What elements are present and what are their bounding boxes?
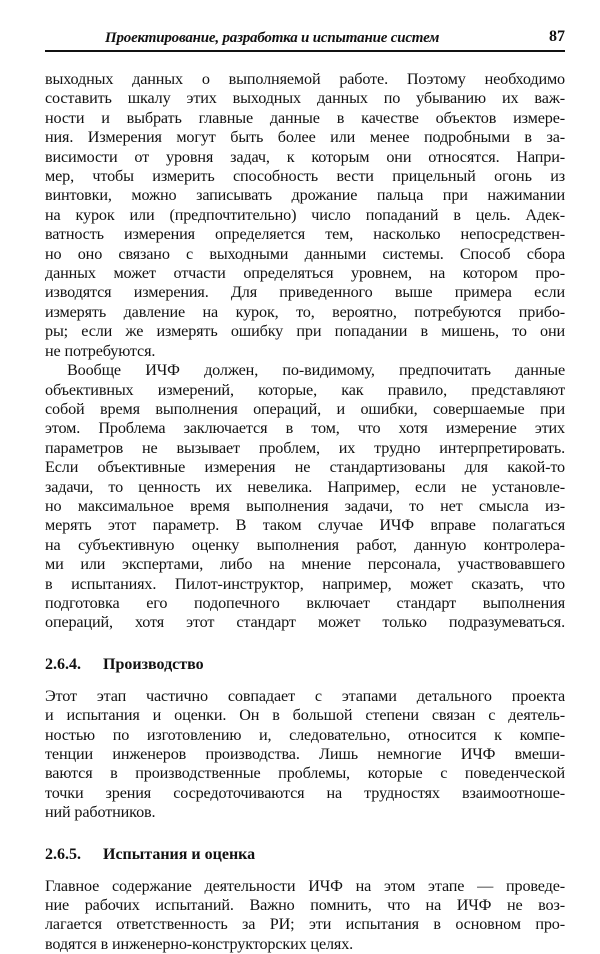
book-page [45,26,565,954]
text-line: параметров не вызывает проблем, их трудно интерпретировать. [45,438,565,457]
text-line: не потребуются. [45,341,156,360]
text-line: ние рабочих испытаний. Важно помнить, что на ИЧФ не воз- [45,896,565,915]
paragraph-3 [45,687,565,823]
section-title: Испытания и оценка [103,845,256,863]
text-line: собой время выполнения операций, и ошибки, совершаемые при [45,399,565,418]
text-line: точки зрения сосредоточиваются на трудностях взаимоотноше- [45,783,565,802]
paragraph-4 [45,877,565,954]
section-title: Производство [103,655,204,673]
text-line: данных может отчасти определяться уровнем, на котором про- [45,264,565,283]
text-line: мер, чтобы измерить способность вести прицельный огонь из [45,167,565,186]
text-line: Вообще ИЧФ должен, по-видимому, предпочитать данные [67,361,565,380]
text-line: этом. Проблема заключается в том, что хотя измерение этих [45,419,565,438]
text-line: выходных данных о выполняемой работе. Поэтому необходимо [45,70,565,88]
text-line: водятся в инженерно-конструкторских целях. [45,934,354,953]
text-line: ностью по изготовлению и, следовательно, относится к компе- [45,725,565,744]
text-line: измерять давление на курок, то, вероятно, потребуются прибо- [45,302,565,321]
section-heading-production [45,655,565,675]
text-line: в испытаниях. Пилот-инструктор, например, может сказать, что [45,574,565,593]
text-line: подготовка его подопечного включает стандарт выполнения [45,593,565,612]
running-head [45,26,565,52]
text-line: висимости от уровня задач, к которым они относятся. Напри- [45,147,565,166]
text-line: Если объективные измерения не стандартизованы для какой-то [45,458,565,477]
text-line: ватность измерения определяется тем, насколько непосредствен- [45,225,565,244]
text-line: ния. Измерения могут быть более или менее подробными в за- [45,128,565,147]
text-line: задачи, то ценность их невелика. Например, если не установле- [45,477,565,496]
text-line: на субъективную оценку выполнения работ, данную контролера- [45,535,565,554]
paragraph-2 [45,361,565,633]
text-line: тенции инженеров производства. Лишь немногие ИЧФ вмеши- [45,745,565,763]
section-number: 2.6.4. [45,655,81,673]
page-number: 87 [549,28,565,45]
text-line: и испытания и оценки. Он в большой степени связан с деятель- [45,706,565,725]
text-line: Этот этап частично совпадает с этапами детального проекта [45,686,565,705]
text-line: составить шкалу этих выходных данных по убыванию их важ- [45,89,565,108]
text-line: ний работников. [45,803,156,822]
text-line: операций, хотя этот стандарт может только подразумеваться. [45,613,565,632]
text-line: но максимальное время выполнения задачи, то нет смысла из- [45,496,565,515]
text-line: изводятся измерения. Для приведенного выше примера если [45,283,565,302]
text-line: на курок или (предпочтительно) число попаданий в цель. Адек- [45,205,565,224]
text-line: Главное содержание деятельности ИЧФ на этом этапе — проведе- [45,876,565,895]
text-line: ности и выбрать главные данные в качестве объектов измере- [45,108,565,127]
text-line: мерять этот параметр. В таком случае ИЧФ вправе полагаться [45,516,565,535]
text-line: винтовки, можно записывать дрожание пальца при нажимании [45,186,565,205]
section-number: 2.6.5. [45,845,81,863]
text-line: ми или экспертами, либо на мнение персонала, участвовавшего [45,555,565,574]
text-line: лагается ответственность за РИ; эти испытания в основном про- [45,915,565,934]
running-title: Проектирование, разработка и испытание систем [105,30,440,46]
text-line: но оно связано с выходными данными системы. Способ сбора [45,244,565,263]
section-heading-testing [45,845,565,865]
paragraph-1 [45,70,565,361]
text-line: ваются в производственные проблемы, которые с поведенческой [45,764,565,783]
text-line: объективных измерений, которые, как правило, представляют [45,380,565,399]
text-line: ры; если же измерять ошибку при попадании в мишень, то они [45,322,565,341]
